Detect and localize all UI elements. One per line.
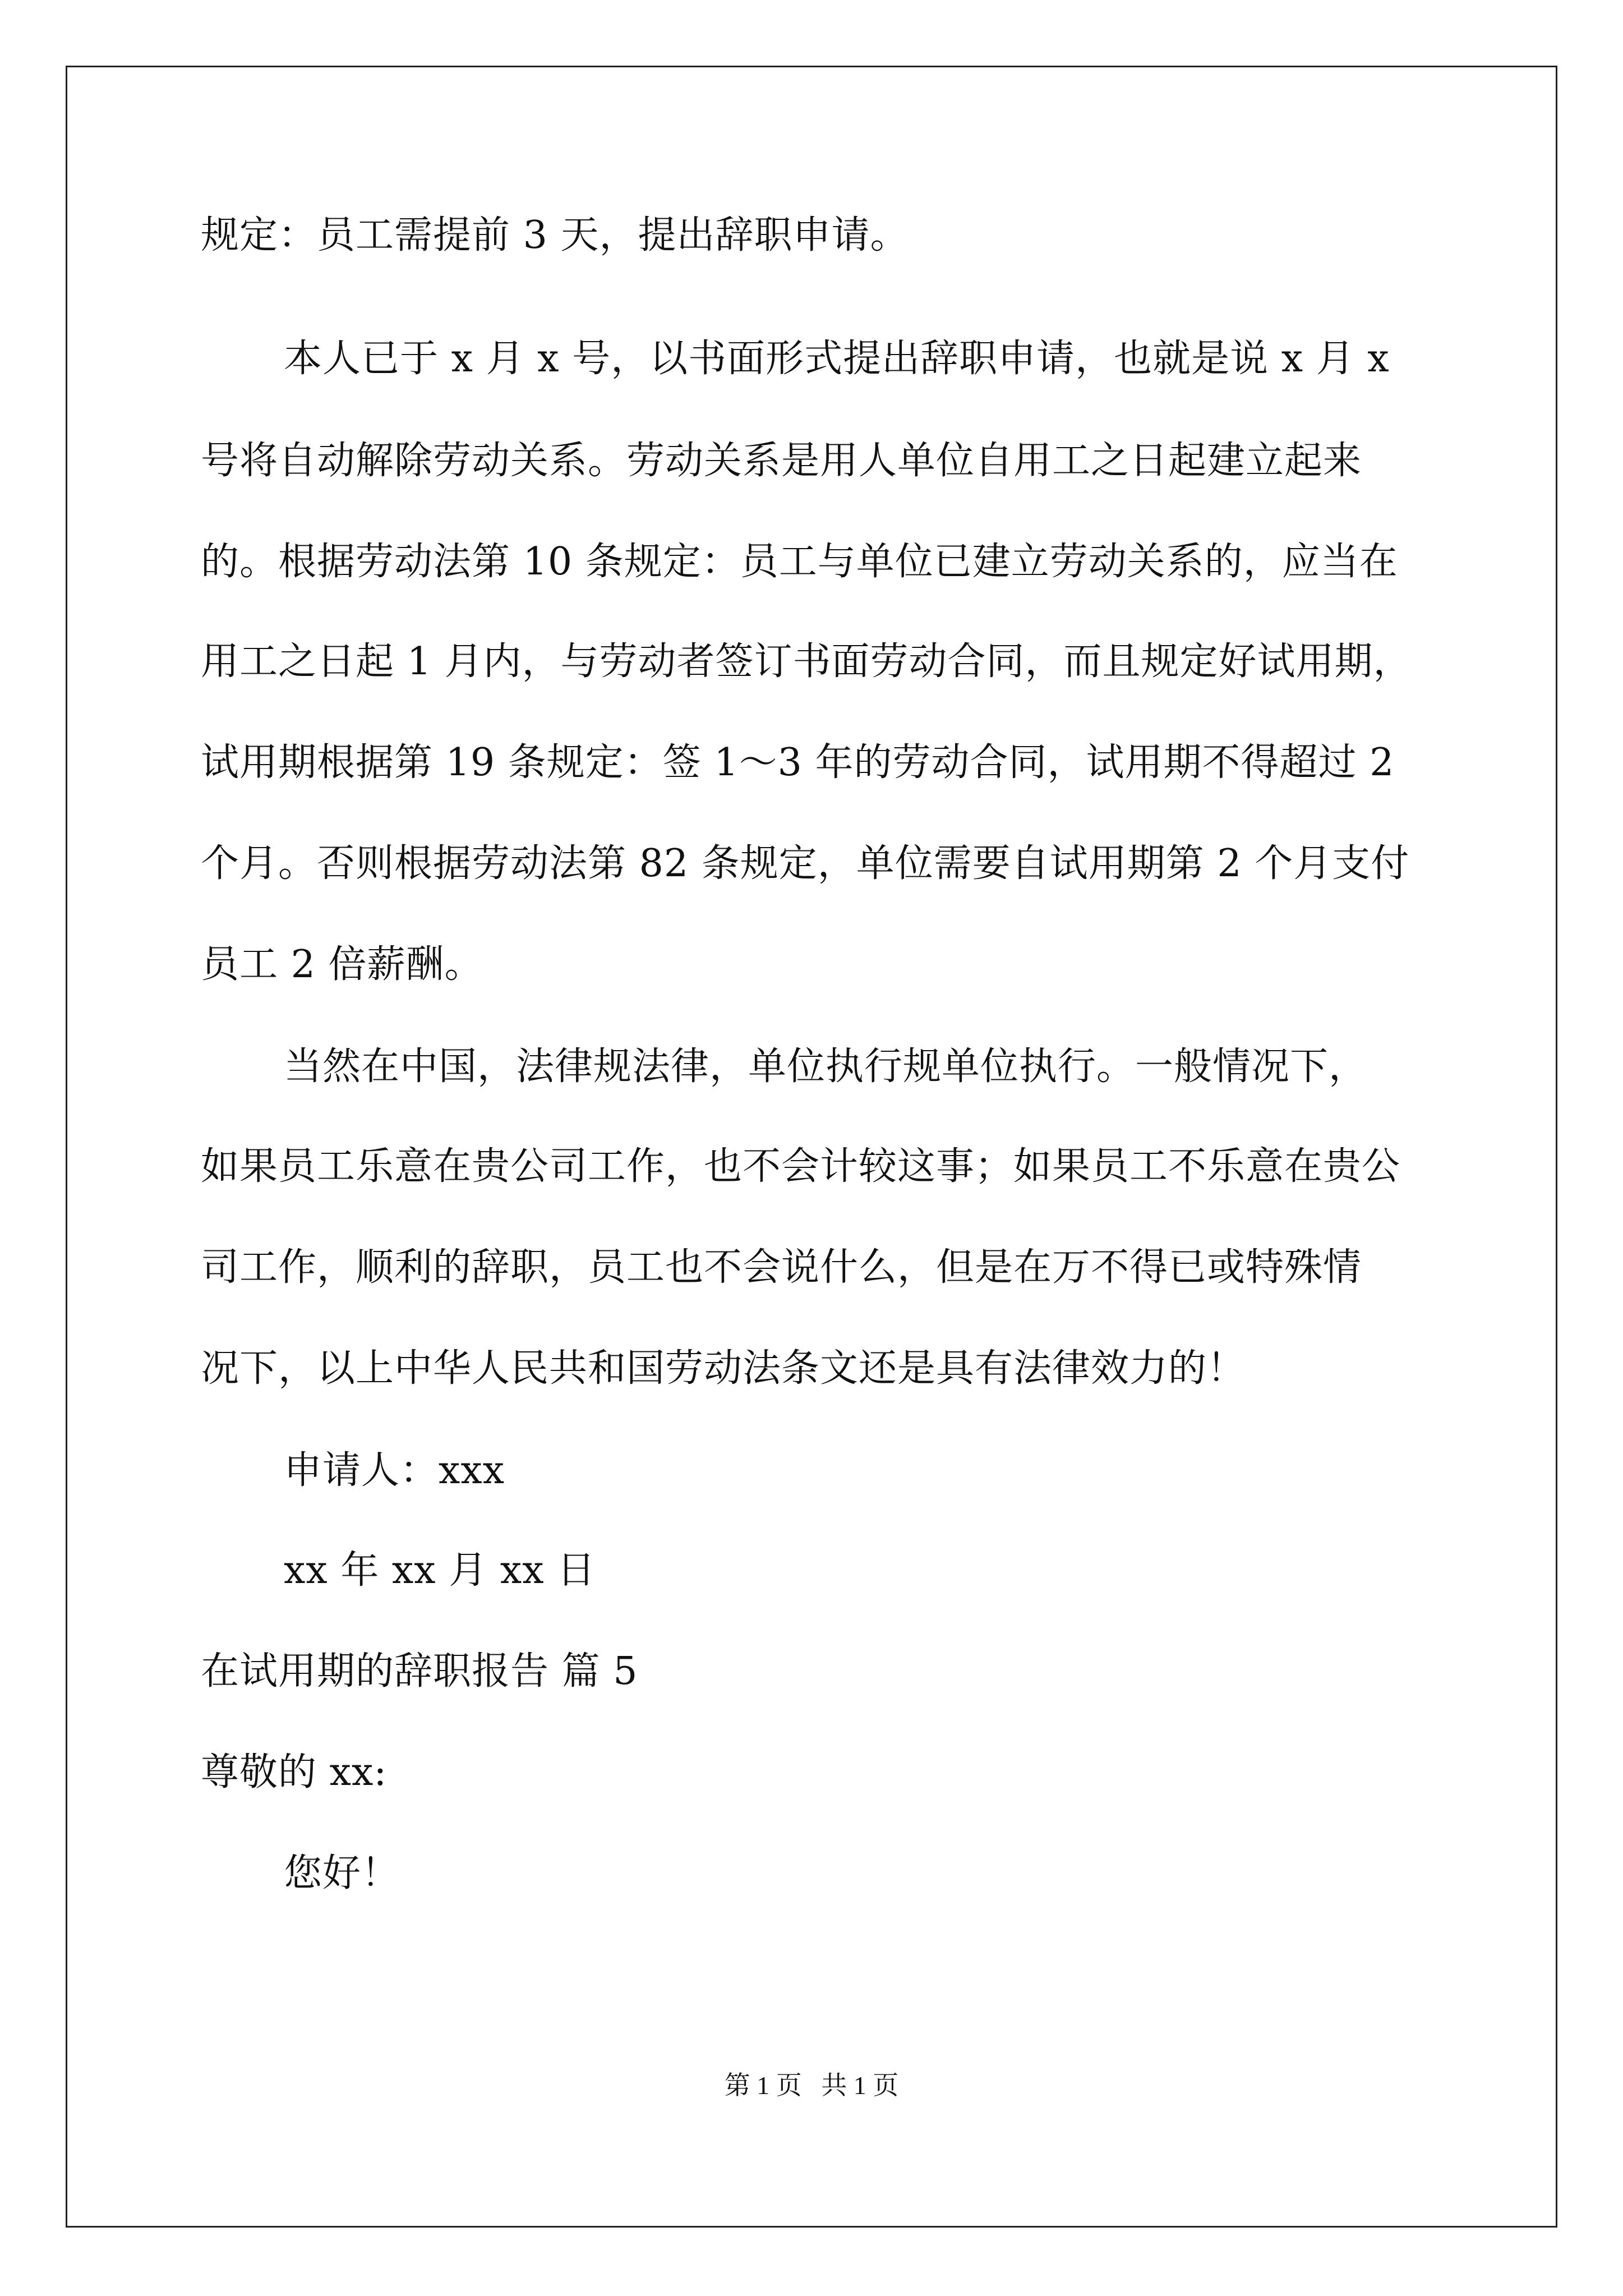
text-line: 的。根据劳动法第 10 条规定：员工与单位已建立劳动关系的，应当在 (201, 540, 1398, 584)
salutation: 尊敬的 xx: (201, 1750, 388, 1795)
text-line: 司工作，顺利的辞职，员工也不会说什么，但是在万不得已或特殊情 (201, 1245, 1362, 1290)
text-line: 况下，以上中华人民共和国劳动法条文还是具有法律效力的！ (201, 1346, 1246, 1391)
date-line: xx 年 xx 月 xx 日 (284, 1548, 596, 1593)
text-line: 规定：员工需提前 3 天，提出辞职申请。 (201, 213, 909, 257)
text-line: 个月。否则根据劳动法第 82 条规定，单位需要自试用期第 2 个月支付 (201, 841, 1410, 886)
section-heading: 在试用期的辞职报告 篇 5 (201, 1649, 638, 1694)
applicant-line: 申请人：xxx (284, 1448, 505, 1493)
text-line: 员工 2 倍薪酬。 (201, 942, 483, 987)
text-line: 用工之日起 1 月内，与劳动者签订书面劳动合同，而且规定好试用期， (201, 639, 1412, 684)
text-line: 如果员工乐意在贵公司工作，也不会计较这事；如果员工不乐意在贵公 (201, 1144, 1401, 1189)
text-line: 当然在中国，法律规法律，单位执行规单位执行。一般情况下， (284, 1045, 1368, 1089)
page-footer: 第 1 页 共 1 页 (724, 2071, 899, 2100)
text-line: 本人已于 x 月 x 号，以书面形式提出辞职申请，也就是说 x 月 x (284, 337, 1390, 381)
text-line: 试用期根据第 19 条规定：签 1～3 年的劳动合同，试用期不得超过 2 (201, 740, 1395, 785)
greeting: 您好！ (284, 1851, 400, 1895)
text-line: 号将自动解除劳动关系。劳动关系是用人单位自用工之日起建立起来 (201, 439, 1362, 483)
